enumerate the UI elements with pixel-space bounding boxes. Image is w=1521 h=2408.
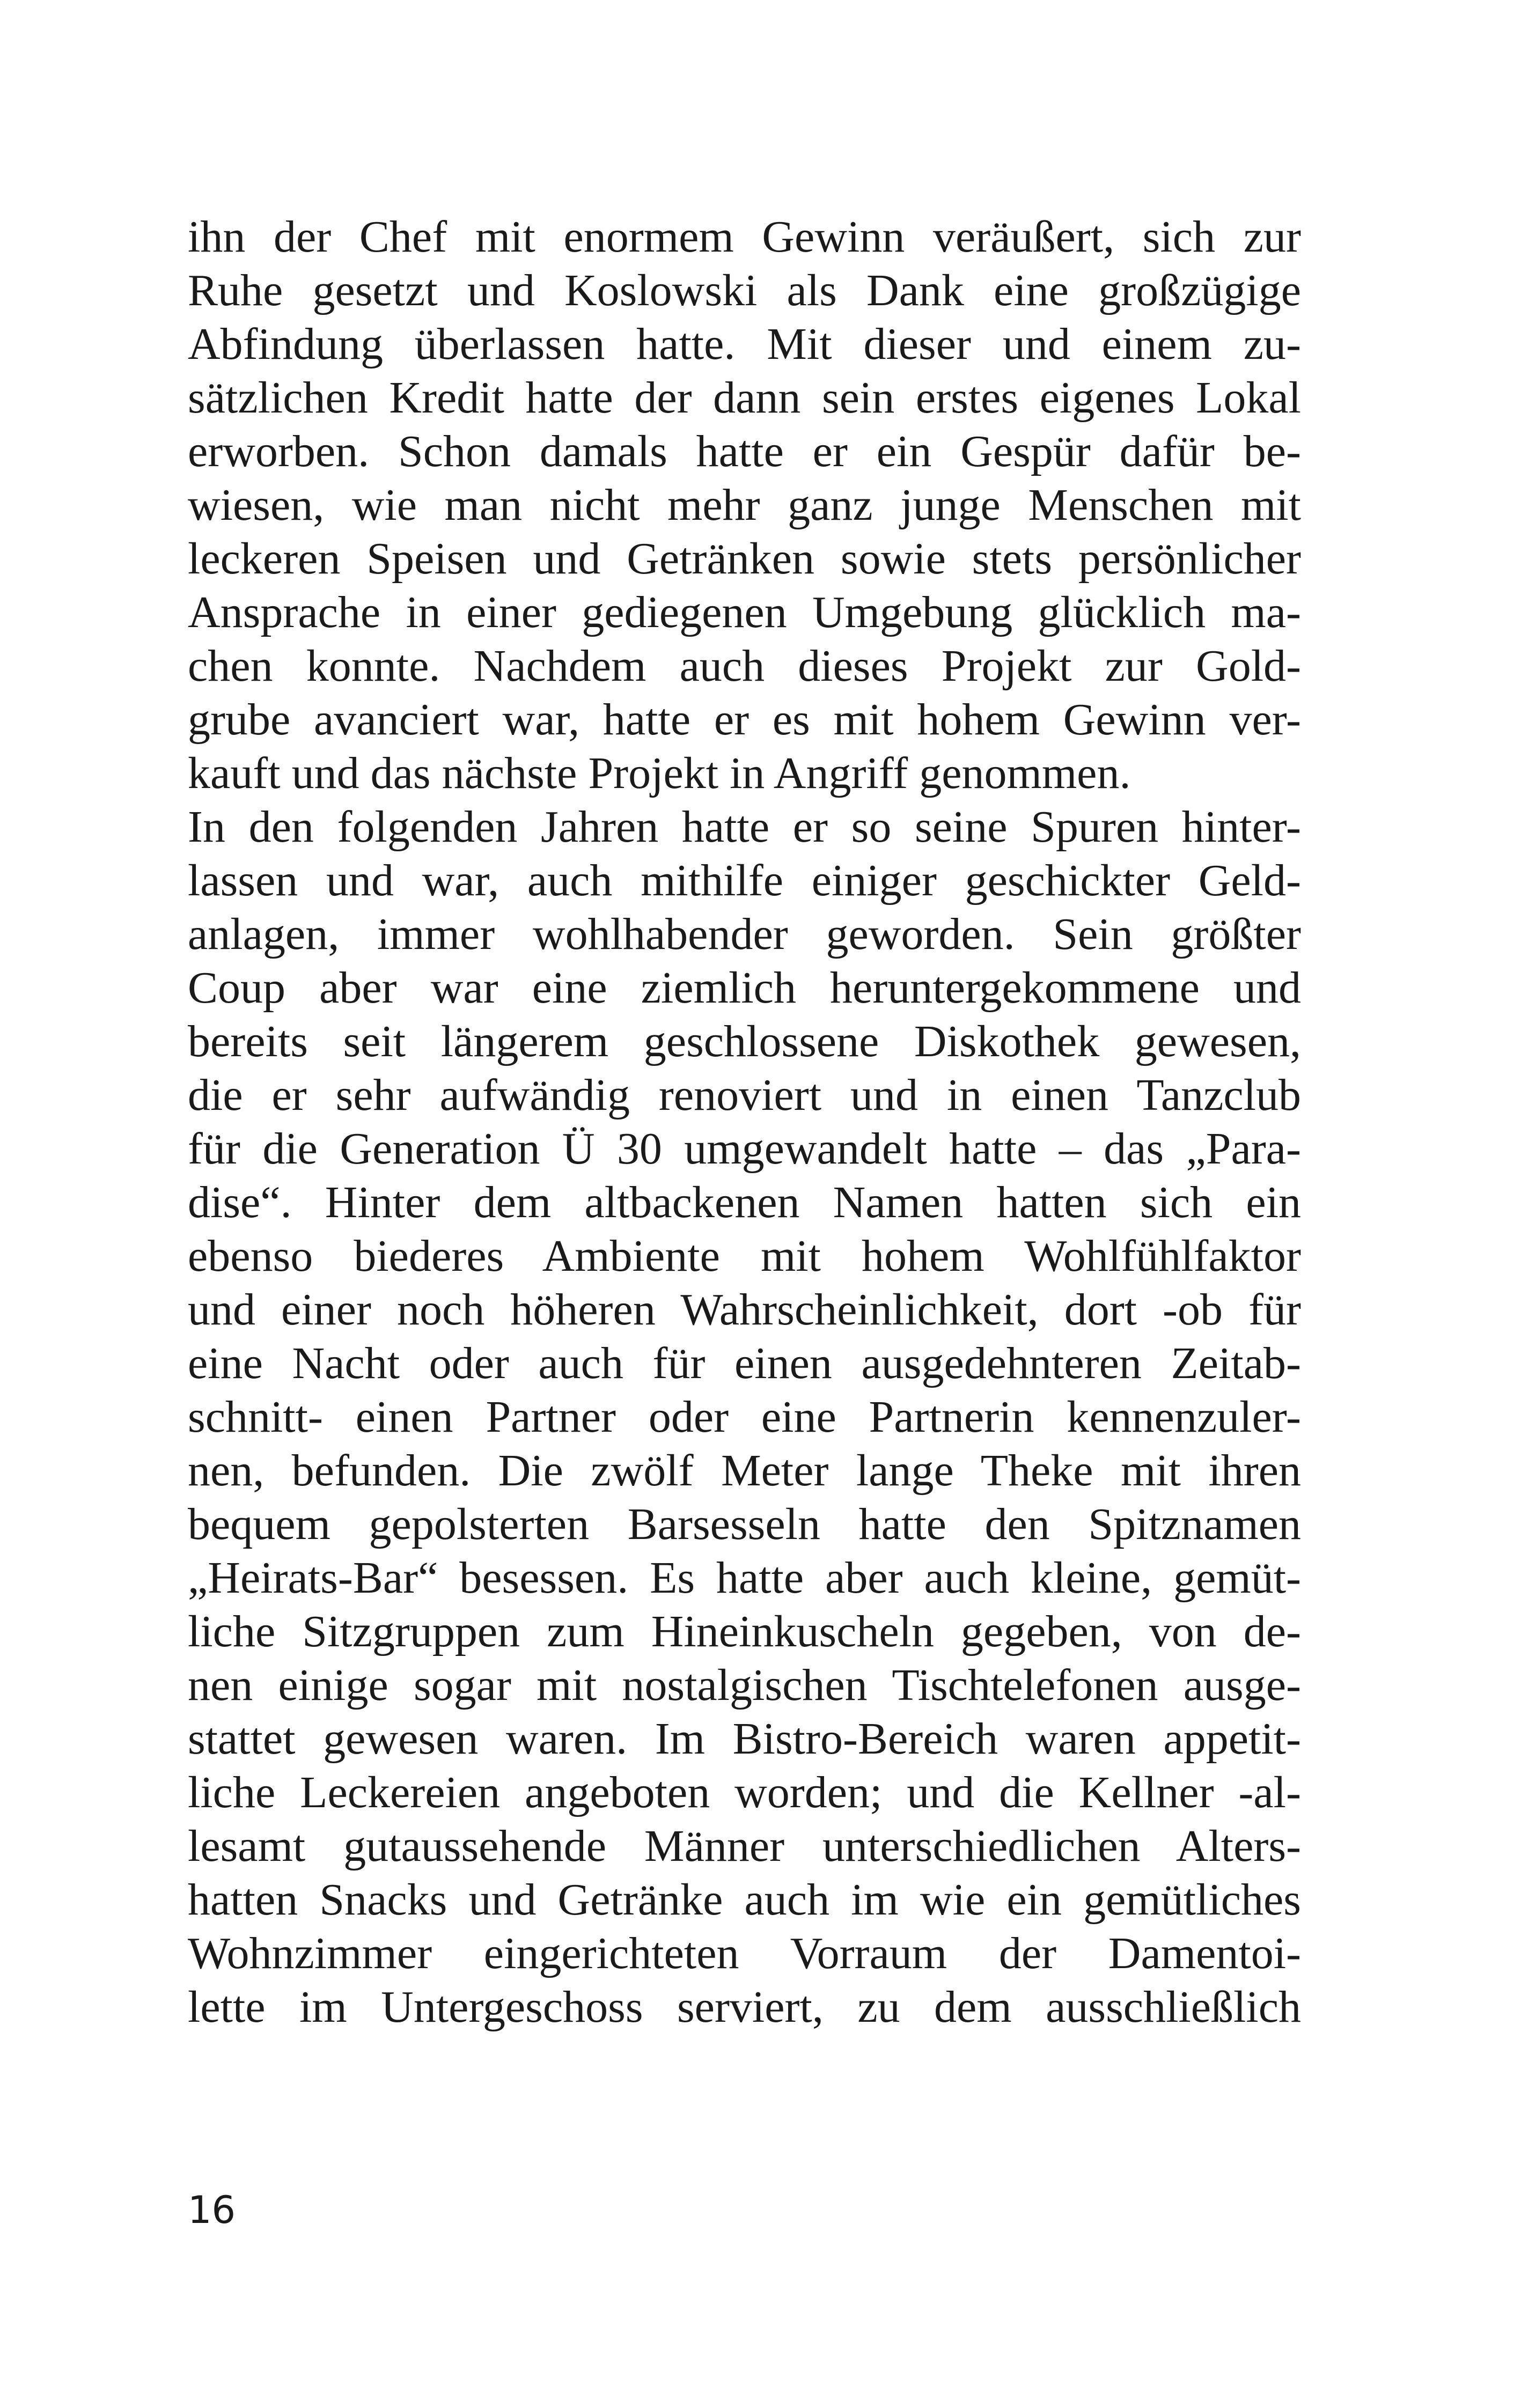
text-line: wiesen, wie man nicht mehr ganz junge Menschen mit [188, 480, 1301, 530]
text-line: ihn der Chef mit enormem Gewinn veräußert, sich zur [188, 212, 1301, 262]
text-line: stattet gewesen waren. Im Bistro-Bereich waren appetit- [188, 1714, 1301, 1764]
text-line: nen einige sogar mit nostalgischen Tischtelefonen ausge- [188, 1660, 1301, 1710]
text-line: hatten Snacks und Getränke auch im wie ein gemütliches [188, 1875, 1301, 1925]
text-line: die er sehr aufwändig renoviert und in einen Tanzclub [188, 1070, 1301, 1120]
text-line: In den folgenden Jahren hatte er so seine Spuren hinter- [188, 802, 1301, 852]
text-line: erworben. Schon damals hatte er ein Gespür dafür be- [188, 426, 1301, 476]
text-line: dise“. Hinter dem altbackenen Namen hatten sich ein [188, 1177, 1301, 1227]
text-line: leckeren Speisen und Getränken sowie stets persönlicher [188, 534, 1301, 584]
text-line: lette im Untergeschoss serviert, zu dem ausschließlich [188, 1982, 1301, 2032]
text-line: lesamt gutaussehende Männer unterschiedlichen Alters- [188, 1821, 1301, 1871]
page-number: 16 [188, 2188, 236, 2232]
text-line: „Heirats-Bar“ besessen. Es hatte aber auch kleine, gemüt- [188, 1553, 1301, 1603]
text-line: bereits seit längerem geschlossene Diskothek gewesen, [188, 1017, 1301, 1066]
text-line: Coup aber war eine ziemlich heruntergekommene und [188, 963, 1301, 1013]
text-line: chen konnte. Nachdem auch dieses Projekt zur Gold- [188, 641, 1301, 691]
text-line: Ruhe gesetzt und Koslowski als Dank eine großzügige [188, 266, 1301, 315]
text-line: nen, befunden. Die zwölf Meter lange Theke mit ihren [188, 1446, 1301, 1496]
text-line: lassen und war, auch mithilfe einiger geschickter Geld- [188, 856, 1301, 905]
text-line: kauft und das nächste Projekt in Angriff genommen. [188, 748, 1131, 798]
text-line: Ansprache in einer gediegenen Umgebung glücklich ma- [188, 587, 1301, 637]
text-line: ebenso biederes Ambiente mit hohem Wohlfühlfaktor [188, 1231, 1301, 1281]
text-line: grube avanciert war, hatte er es mit hohem Gewinn ver- [188, 695, 1301, 745]
text-line: liche Sitzgruppen zum Hineinkuscheln gegeben, von de- [188, 1607, 1301, 1656]
text-line: liche Leckereien angeboten worden; und die Kellner -al- [188, 1768, 1301, 1817]
text-line: eine Nacht oder auch für einen ausgedehnteren Zeitab- [188, 1338, 1301, 1388]
text-line: und einer noch höheren Wahrscheinlichkeit, dort -ob für [188, 1285, 1301, 1335]
text-line: für die Generation Ü 30 umgewandelt hatte – das „Para- [188, 1124, 1301, 1174]
text-line: anlagen, immer wohlhabender geworden. Sein größter [188, 909, 1301, 959]
text-line: Abfindung überlassen hatte. Mit dieser und einem zu- [188, 319, 1301, 369]
text-line: Wohnzimmer eingerichteten Vorraum der Damentoi- [188, 1928, 1301, 1978]
text-line: bequem gepolsterten Barsesseln hatte den Spitznamen [188, 1499, 1301, 1549]
body-text [188, 210, 1301, 2034]
text-line: sätzlichen Kredit hatte der dann sein erstes eigenes Lokal [188, 373, 1301, 423]
text-line: schnitt- einen Partner oder eine Partnerin kennenzuler- [188, 1392, 1301, 1442]
